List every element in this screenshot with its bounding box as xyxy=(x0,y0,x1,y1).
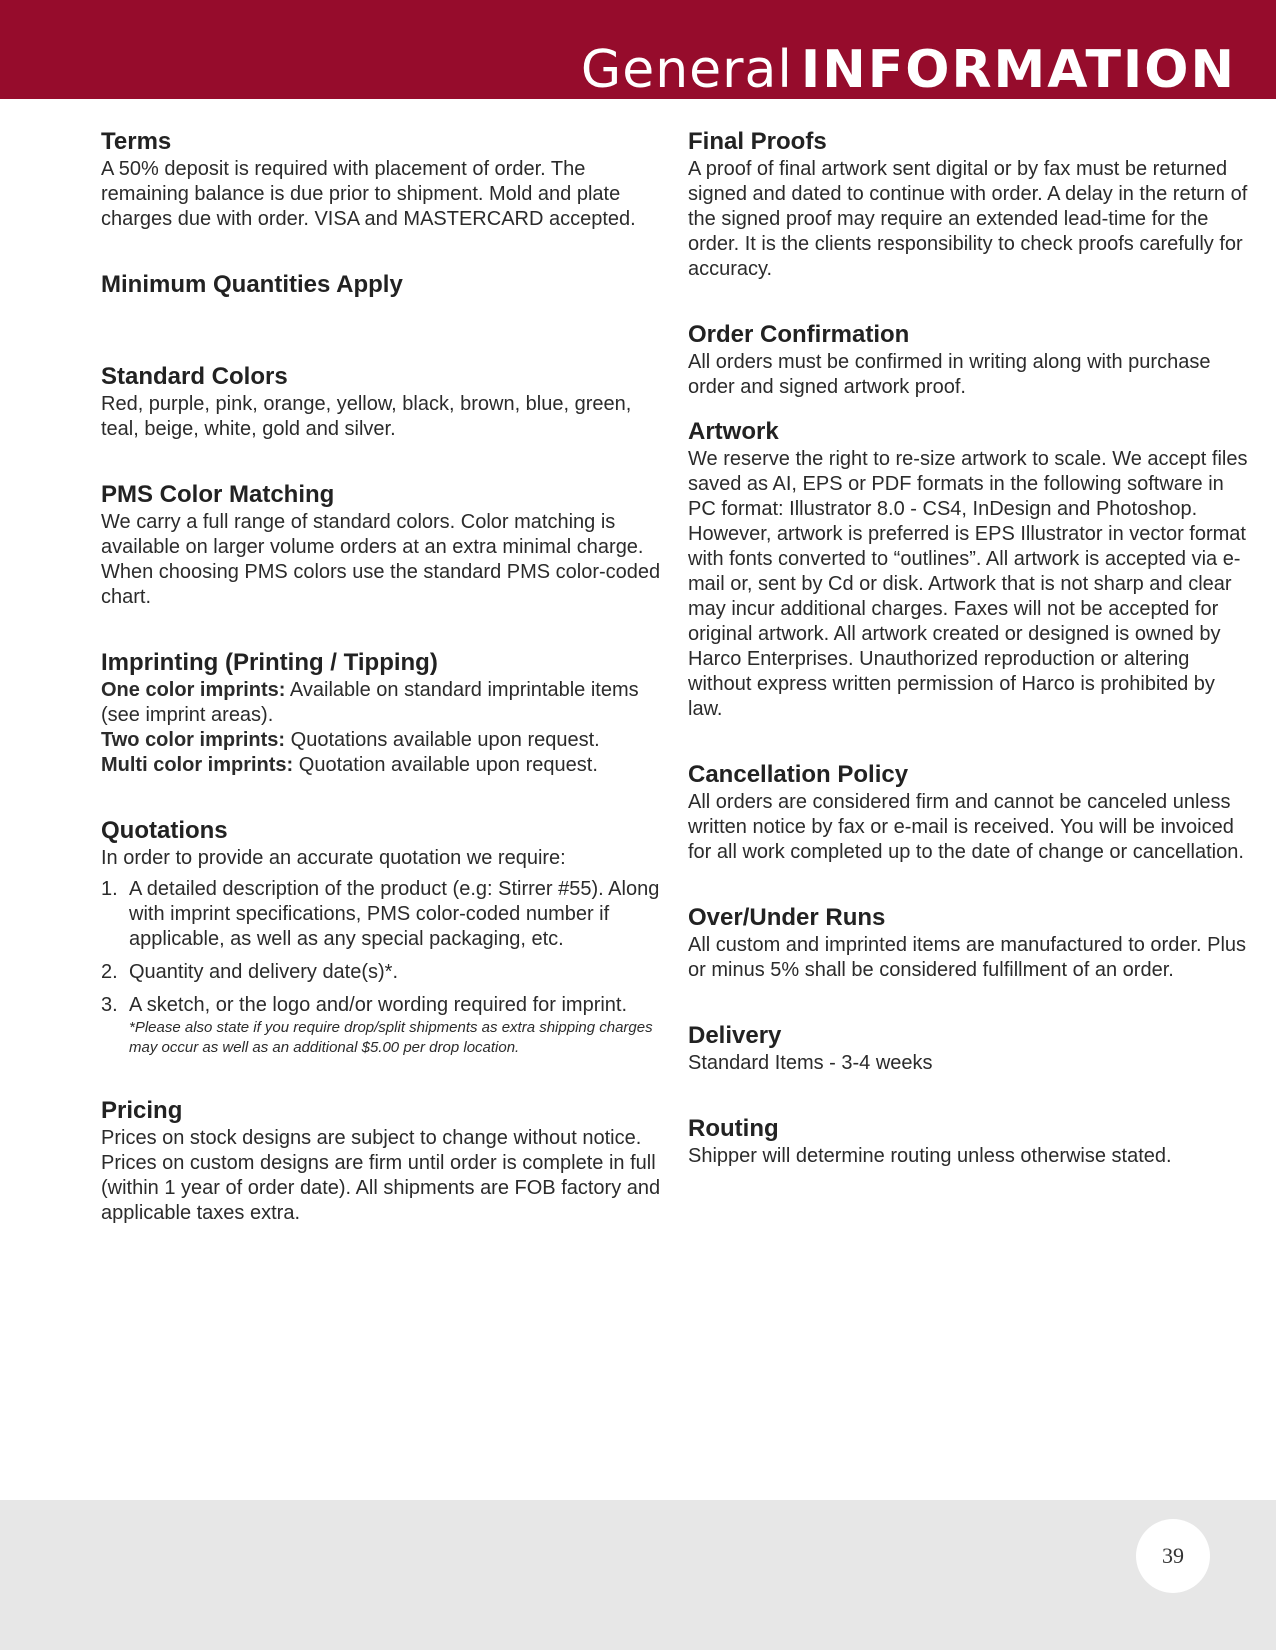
section-heading: Imprinting (Printing / Tipping) xyxy=(101,649,438,676)
section-final-proofs xyxy=(688,127,1248,282)
section-heading: Terms xyxy=(101,128,172,155)
section-body: A proof of final artwork sent digital or by fax must be returned signed and dated to continue with order. A delay in the return of the signed proof may require an extended lead-time for the order. It is the clients responsibility to check proofs carefully for accuracy. xyxy=(688,158,1248,280)
section-body: Red, purple, pink, orange, yellow, black, brown, blue, green, teal, beige, white, gold and silver. xyxy=(101,393,632,440)
section-body: All orders must be confirmed in writing along with purchase order and signed artwork proof. xyxy=(688,351,1211,398)
imprint-label: Two color imprints: xyxy=(101,729,286,751)
section-body: All orders are considered firm and cannot be canceled unless written notice by fax or e-mail is received. You will be invoiced for all work completed up to the date of change or cancellation. xyxy=(688,791,1244,863)
section-body: Prices on stock designs are subject to change without notice. Prices on custom designs are firm until order is complete in full (within 1 year of order date). All shipments are FOB factory and applicable taxes extra. xyxy=(101,1127,661,1224)
section-heading: Pricing xyxy=(101,1097,183,1124)
quotation-requirements-list xyxy=(101,877,661,1058)
section-heading: Minimum Quantities Apply xyxy=(101,271,403,298)
list-item xyxy=(101,960,661,985)
list-item-text: A sketch, or the logo and/or wording required for imprint. xyxy=(129,994,628,1016)
section-pricing xyxy=(101,1096,661,1226)
imprint-text: Quotation available upon request. xyxy=(293,754,598,776)
list-item-text: Quantity and delivery date(s)*. xyxy=(129,961,399,983)
section-over-under-runs xyxy=(688,903,1248,983)
section-cancellation-policy xyxy=(688,760,1248,865)
section-quotations xyxy=(101,816,661,1058)
section-heading: Order Confirmation xyxy=(688,321,910,348)
section-heading: Standard Colors xyxy=(101,363,288,390)
section-heading: Final Proofs xyxy=(688,128,827,155)
section-body: All custom and imprinted items are manufactured to order. Plus or minus 5% shall be considered fulfillment of an order. xyxy=(688,934,1247,981)
imprint-text: Available on standard imprintable items (see imprint areas). xyxy=(101,679,639,726)
list-item xyxy=(101,993,661,1058)
section-delivery xyxy=(688,1021,1248,1076)
section-heading: PMS Color Matching xyxy=(101,481,335,508)
section-body: We reserve the right to re-size artwork to scale. We accept files saved as AI, EPS or PDF formats in the following software in PC format: Illustrator 8.0 - CS4, InDesign and Photoshop. However, artwork is preferred is EPS Illustrator in vector format with fonts converted to “outlines”. All artwork is accepted via e-mail or, sent by Cd or disk. Artwork that is not sharp and clear may incur additional charges. Faxes will not be accepted for original artwork. All artwork created or designed is owned by Harco Enterprises. Unauthorized reproduction or altering without express written permission of Harco is prohibited by law. xyxy=(688,448,1248,720)
section-body: Standard Items - 3-4 weeks xyxy=(688,1052,933,1074)
imprint-label: Multi color imprints: xyxy=(101,754,294,776)
list-item-number: 3. xyxy=(101,994,118,1016)
imprint-text: Quotations available upon request. xyxy=(285,729,600,751)
list-item-text: A detailed description of the product (e.g: Stirrer #55). Along with imprint specifications, PMS color-coded number if applicable, as well as any special packaging, etc. xyxy=(129,878,660,950)
list-item-number: 1. xyxy=(101,878,118,900)
section-body: We carry a full range of standard colors. Color matching is available on larger volume orders at an extra minimal charge. When choosing PMS colors use the standard PMS color-coded chart. xyxy=(101,511,661,608)
section-heading: Artwork xyxy=(688,418,779,445)
section-pms-color-matching xyxy=(101,480,661,610)
left-column xyxy=(101,127,661,1226)
page-title xyxy=(581,40,1236,100)
quotation-footnote: *Please also state if you require drop/split shipments as extra shipping charges may occur as well as an additional $5.00 per drop location. xyxy=(129,1019,653,1056)
page-footer-band xyxy=(0,1500,1276,1650)
section-standard-colors xyxy=(101,362,661,442)
section-heading: Delivery xyxy=(688,1022,782,1049)
section-body: A 50% deposit is required with placement of order. The remaining balance is due prior to shipment. Mold and plate charges due with order. VISA and MASTERCARD accepted. xyxy=(101,158,636,230)
list-item xyxy=(101,877,661,952)
section-artwork xyxy=(688,417,1248,722)
page-header-band xyxy=(0,0,1276,99)
section-body: In order to provide an accurate quotation we require: xyxy=(101,847,566,869)
section-imprinting xyxy=(101,648,661,778)
section-heading: Over/Under Runs xyxy=(688,904,886,931)
imprint-one-color xyxy=(101,678,661,728)
imprint-multi-color xyxy=(101,753,661,778)
section-terms xyxy=(101,127,661,232)
section-minimum-quantities xyxy=(101,270,661,300)
imprint-two-color xyxy=(101,728,661,753)
page-title-light: General xyxy=(580,40,793,100)
section-routing xyxy=(688,1114,1248,1169)
right-column xyxy=(688,127,1248,1169)
section-order-confirmation xyxy=(688,320,1248,400)
section-heading: Routing xyxy=(688,1115,779,1142)
section-heading: Quotations xyxy=(101,817,228,844)
list-item-number: 2. xyxy=(101,961,118,983)
page-number: 39 xyxy=(1136,1519,1210,1593)
page-title-bold: INFORMATION xyxy=(800,40,1236,100)
section-body: Shipper will determine routing unless otherwise stated. xyxy=(688,1145,1172,1167)
imprint-label: One color imprints: xyxy=(101,679,286,701)
section-heading: Cancellation Policy xyxy=(688,761,909,788)
